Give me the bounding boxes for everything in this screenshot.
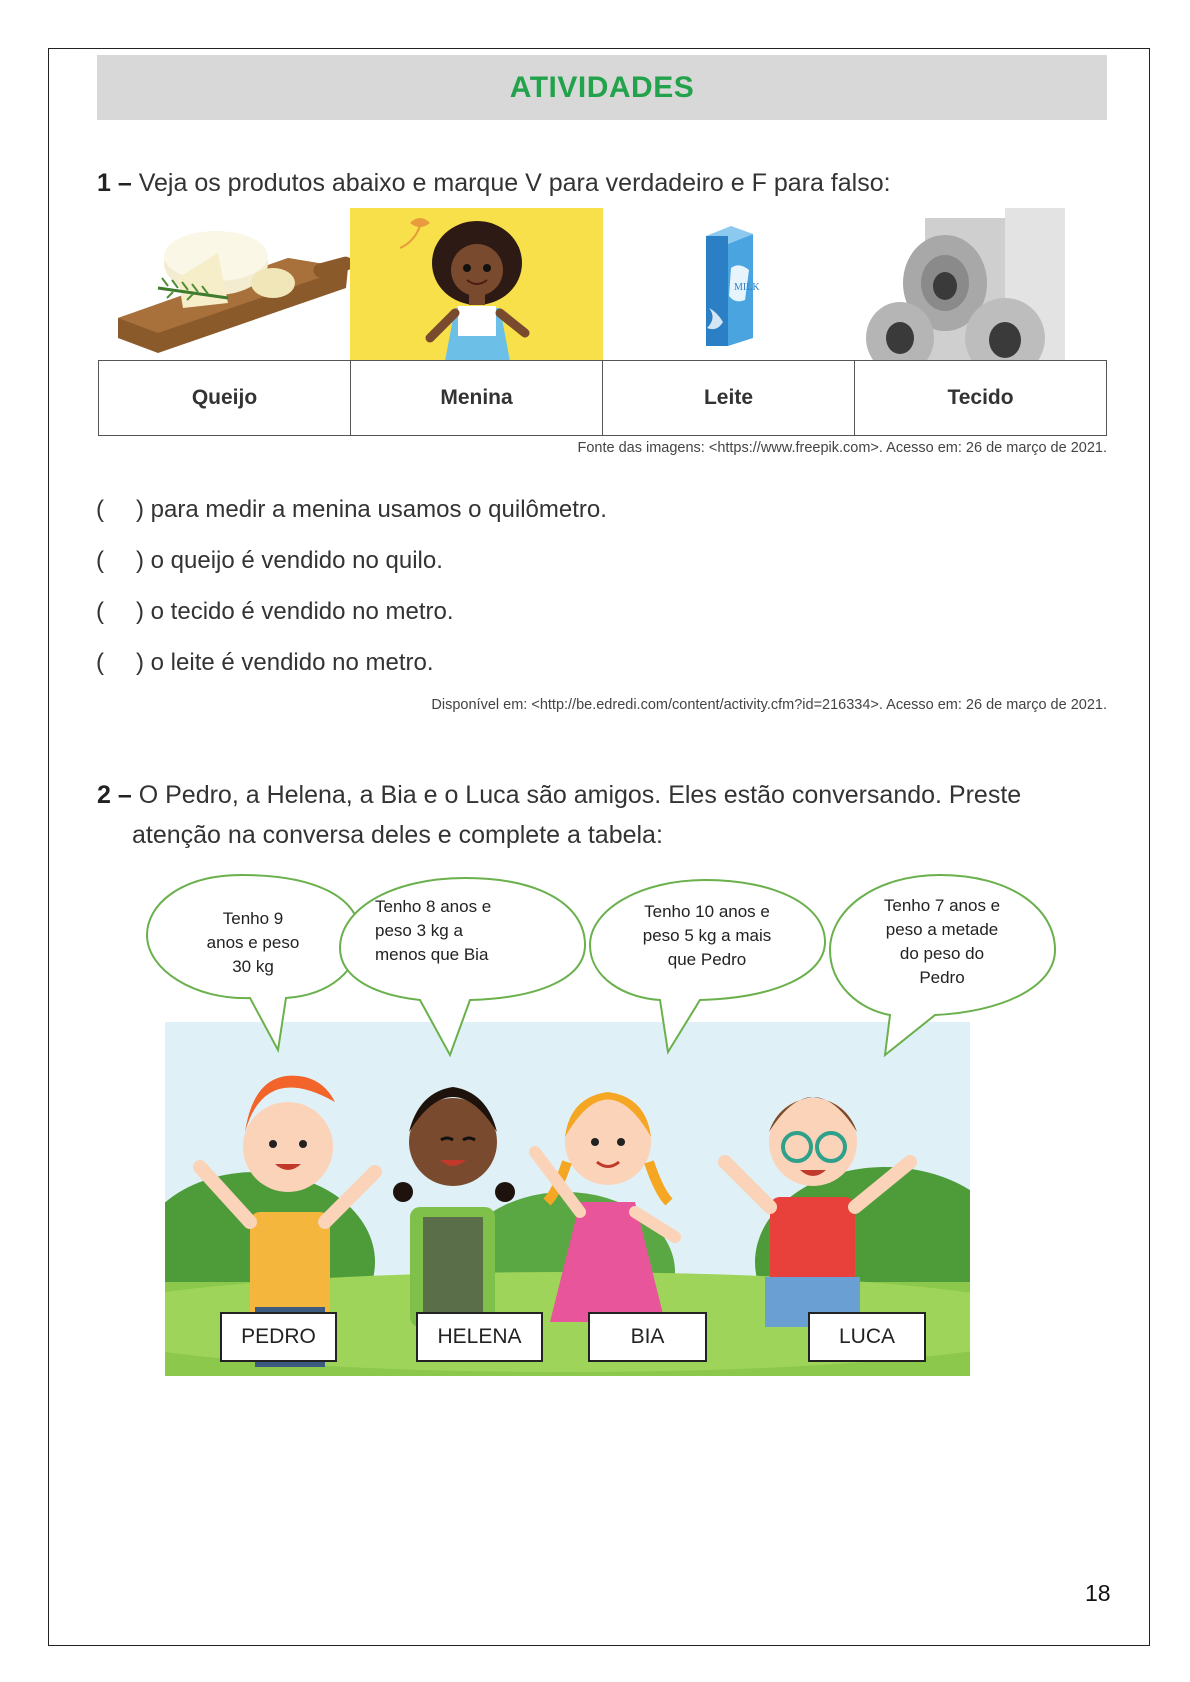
statement-text: ) o queijo é vendido no quilo.	[136, 547, 443, 574]
question-1-number: 1 –	[97, 169, 132, 197]
answer-blank[interactable]: (	[96, 496, 104, 523]
speech-bubble-helena-text: Tenho 8 anos e peso 3 kg a menos que Bia	[375, 897, 492, 964]
question-1-text: Veja os produtos abaixo e marque V para verdadeiro e F para falso:	[138, 169, 891, 197]
products-table	[98, 360, 1107, 436]
cheese-board-icon	[98, 208, 350, 361]
statement-4	[96, 649, 434, 677]
product-label-leite: Leite	[603, 361, 855, 435]
answer-blank[interactable]: (	[96, 547, 104, 574]
statement-text: ) o leite é vendido no metro.	[136, 649, 434, 676]
page-title: ATIVIDADES	[509, 70, 695, 104]
name-label-helena: HELENA	[416, 1312, 543, 1362]
answer-blank[interactable]: (	[96, 598, 104, 625]
product-label-tecido: Tecido	[947, 386, 1014, 409]
page-number: 18	[1085, 1580, 1111, 1606]
speech-bubble-luca-text: Tenho 7 anos e peso a metade do peso do Pedro	[883, 896, 1001, 987]
svg-text:MILK: MILK	[734, 282, 760, 293]
header-bar	[97, 55, 1107, 120]
answer-blank[interactable]: (	[96, 649, 104, 676]
name-label-bia: BIA	[588, 1312, 707, 1362]
fabric-rolls-icon	[855, 208, 1107, 361]
product-label-queijo: Queijo	[99, 361, 351, 435]
available-at-note: Disponível em: <http://be.edredi.com/content/activity.cfm?id=216334>. Acesso em: 26 de março de 2021.	[431, 697, 1107, 713]
question-2-text-line-2: atenção na conversa deles e complete a tabela:	[132, 821, 663, 849]
statement-text: ) para medir a menina usamos o quilômetro.	[136, 496, 607, 523]
name-label-luca: LUCA	[808, 1312, 926, 1362]
statement-2	[96, 547, 443, 575]
statement-3	[96, 598, 454, 626]
speech-bubble-bia-text: Tenho 10 anos e peso 5 kg a mais que Pedro	[642, 902, 772, 969]
question-2-number: 2 –	[97, 781, 132, 809]
statement-text: ) o tecido é vendido no metro.	[136, 598, 454, 625]
question-1	[97, 163, 891, 203]
question-2	[97, 775, 1021, 815]
statement-1	[96, 496, 607, 524]
girl-icon	[350, 208, 603, 361]
question-2-text-line-1: O Pedro, a Helena, a Bia e o Luca são amigos. Eles estão conversando. Preste	[138, 781, 1022, 809]
image-source-note: Fonte das imagens: <https://www.freepik.com>. Acesso em: 26 de março de 2021.	[577, 440, 1107, 456]
milk-carton-icon	[603, 208, 855, 361]
name-label-pedro: PEDRO	[220, 1312, 337, 1362]
speech-bubble-pedro-text: Tenho 9 anos e peso 30 kg	[206, 909, 300, 976]
product-label-menina: Menina	[351, 361, 603, 435]
